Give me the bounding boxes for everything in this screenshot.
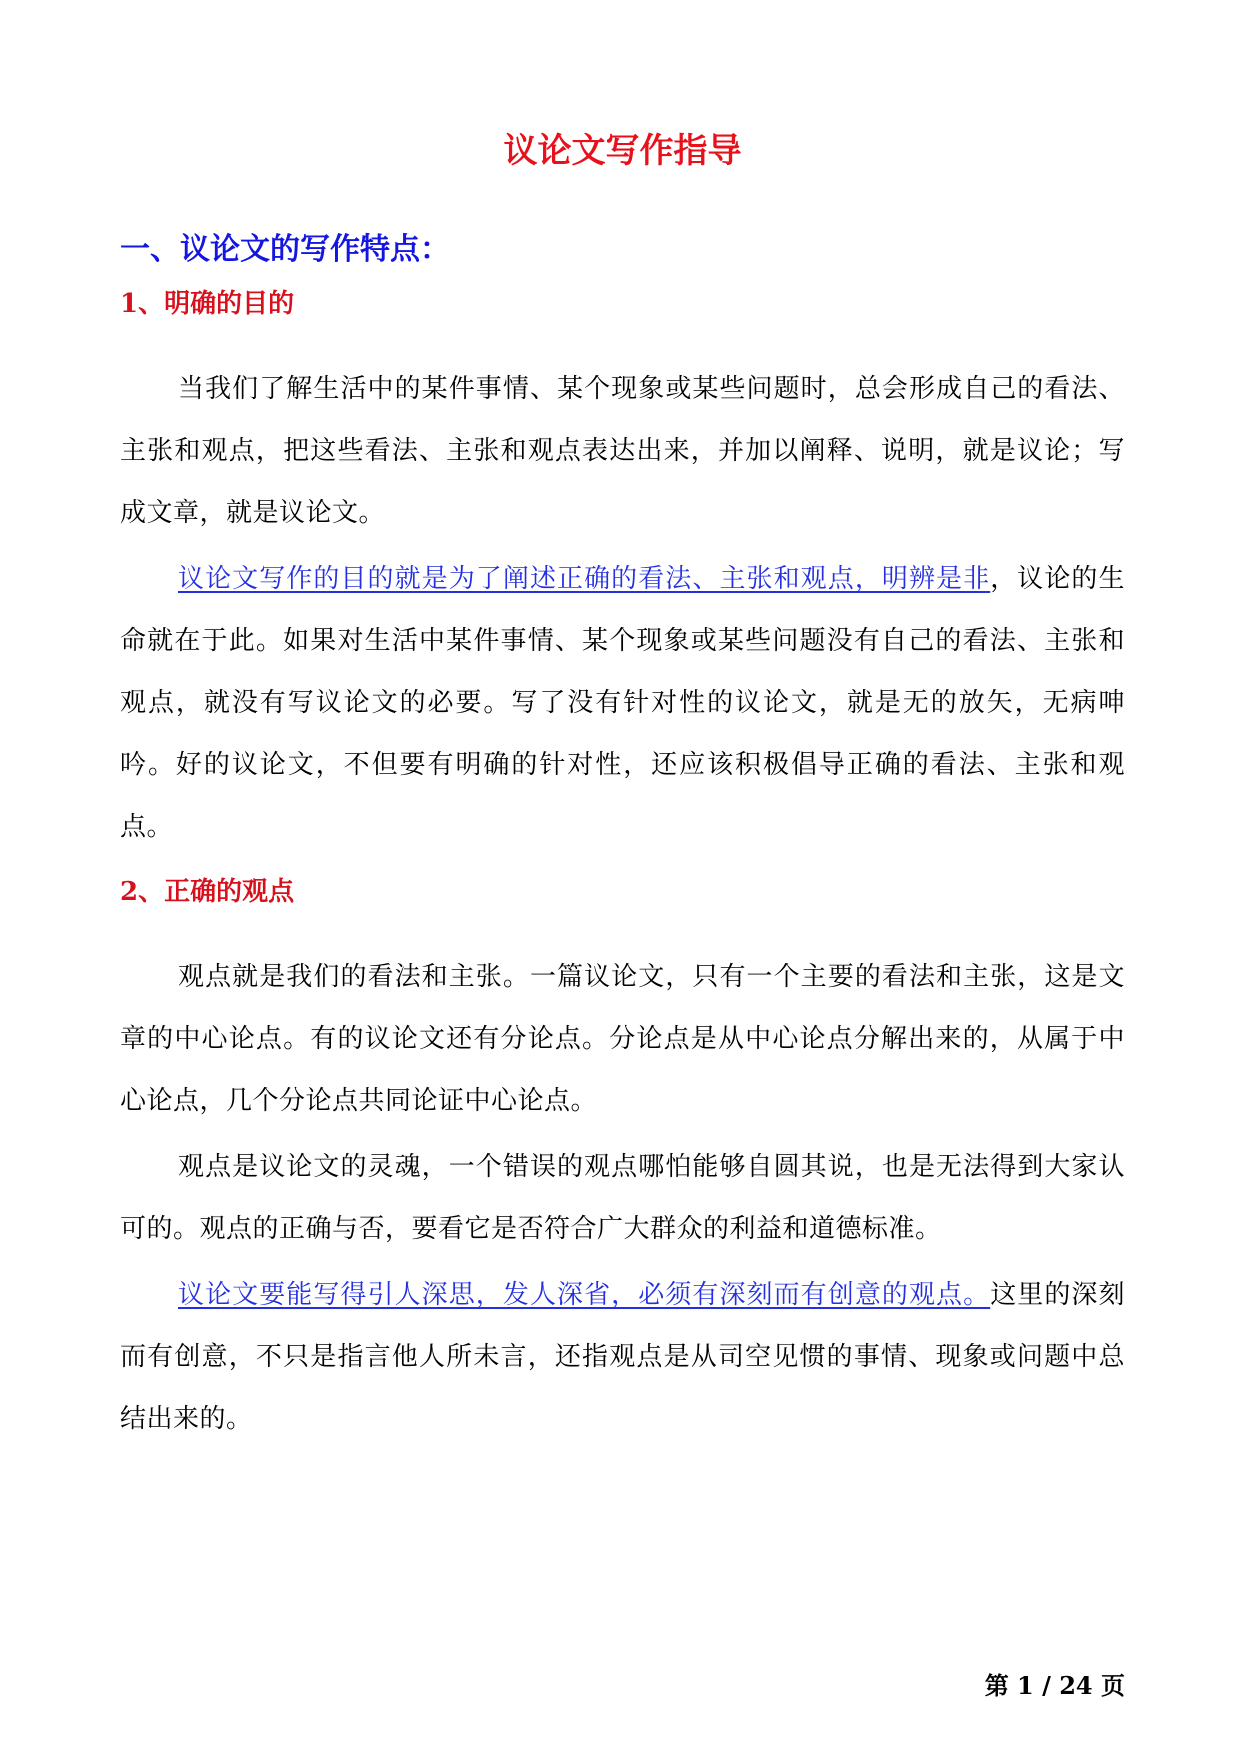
paragraph-text: ，议论的生命就在于此。如果对生活中某件事情、某个现象或某些问题没有自己的看法、主张和观点，就没有写议论文的必要。写了没有针对性的议论文，就是无的放矢，无病呻吟。好的议论文，不但要有明确的针对性，还应该积极倡导正确的看法、主张和观点。 — [120, 564, 1125, 842]
paragraph-text: 这里的深刻而有创意，不只是指言他人所未言，还指观点是从司空见惯的事情、现象或问题中总结出来的。 — [120, 1280, 1125, 1434]
document-page — [120, 0, 1125, 1754]
paragraph-viewpoint-definition: 观点就是我们的看法和主张。一篇议论文，只有一个主要的看法和主张，这是文章的中心论点。有的议论文还有分论点。分论点是从中心论点分解出来的，从属于中心论点，几个分论点共同论证中心论点。 — [120, 962, 1125, 1116]
paragraph-writing-purpose — [120, 548, 1125, 858]
paragraph-viewpoint-soul: 观点是议论文的灵魂，一个错误的观点哪怕能够自圆其说，也是无法得到大家认可的。观点的正确与否，要看它是否符合广大群众的利益和道德标准。 — [120, 1152, 1125, 1244]
sub-heading-clear-purpose: 1、明确的目的 — [120, 289, 295, 319]
highlighted-link-writing-purpose[interactable]: 议论文写作的目的就是为了阐述正确的看法、主张和观点，明辨是非 — [178, 564, 991, 594]
section-heading-writing-features: 一、议论文的写作特点： — [120, 232, 450, 267]
sub-heading-correct-viewpoint: 2、正确的观点 — [120, 877, 295, 907]
highlighted-link-creative-viewpoint[interactable]: 议论文要能写得引人深思，发人深省，必须有深刻而有创意的观点。 — [178, 1280, 991, 1310]
document-title: 议论文写作指导 — [503, 131, 742, 171]
paragraph-creative-viewpoint — [120, 1264, 1125, 1450]
paragraph-argument-definition: 当我们了解生活中的某件事情、某个现象或某些问题时，总会形成自己的看法、主张和观点，把这些看法、主张和观点表达出来，并加以阐释、说明，就是议论；写成文章，就是议论文。 — [120, 374, 1125, 528]
page-number: 第 1 / 24 页 — [984, 1671, 1125, 1700]
